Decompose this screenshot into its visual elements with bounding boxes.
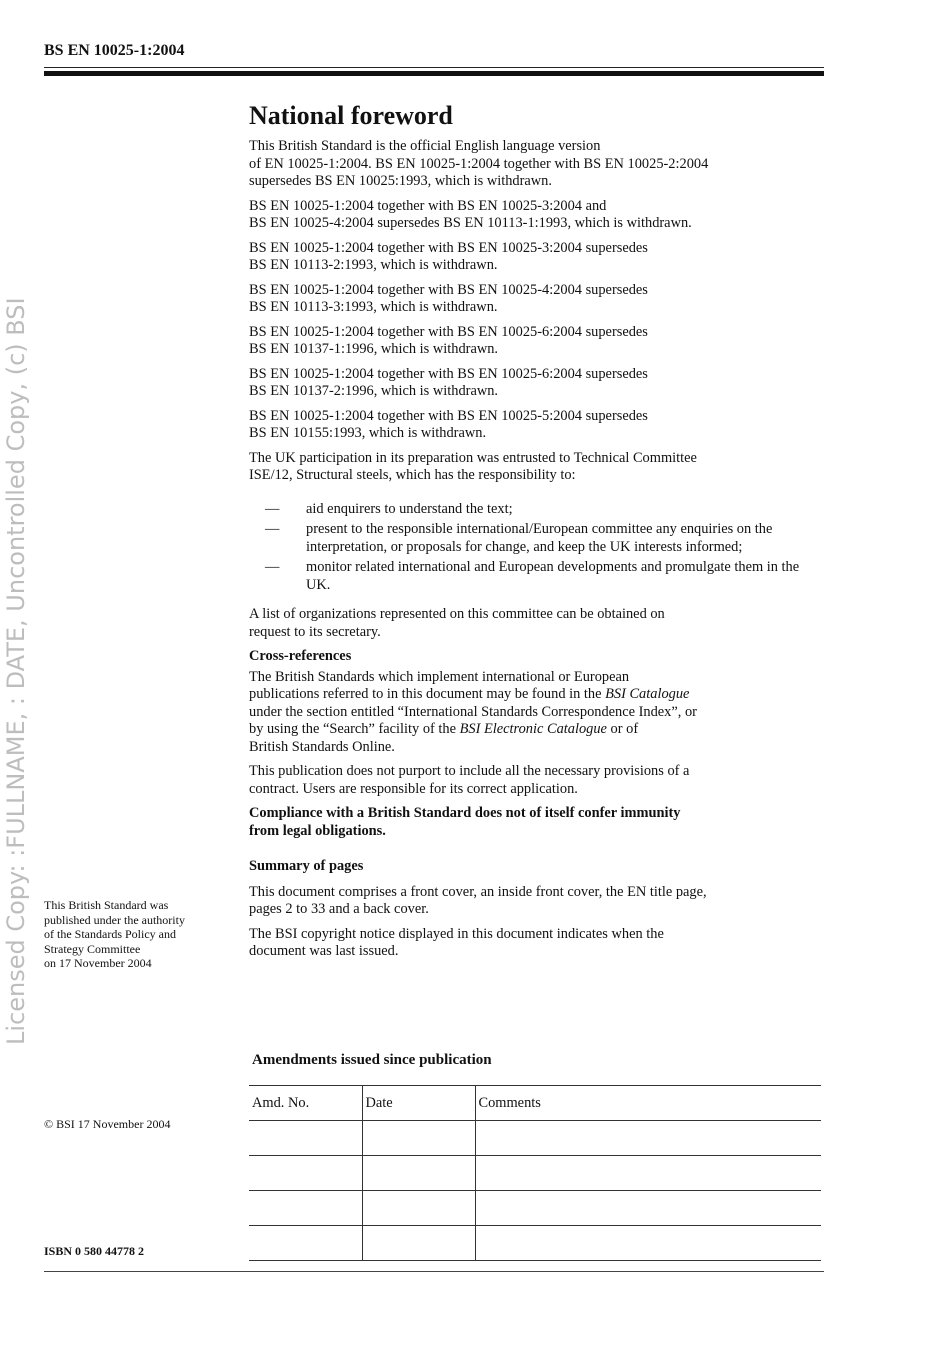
table-cell <box>475 1156 821 1191</box>
header-rule-thick <box>44 71 824 76</box>
column-header-comments: Comments <box>475 1086 821 1121</box>
table-cell <box>249 1226 362 1261</box>
isbn: ISBN 0 580 44778 2 <box>44 1244 145 1258</box>
copyright-line: © BSI 17 November 2004 <box>44 1117 171 1131</box>
paragraph: The UK participation in its preparation was entrusted to Technical Committee ISE/12, Structural steels, which has the responsibility to: <box>249 449 697 483</box>
page-title: National foreword <box>249 101 453 130</box>
summary-paragraph: This document comprises a front cover, an inside front cover, the EN title page, pages 2 to 33 and a back cover. <box>249 883 707 917</box>
cross-references-heading: Cross-references <box>249 648 352 664</box>
table-row <box>249 1121 821 1156</box>
compliance-statement: Compliance with a British Standard does not of itself confer immunity from legal obligations. <box>249 805 681 839</box>
watermark: Licensed Copy: :FULLNAME, : DATE, Uncontrolled Copy, (c) BSI <box>2 297 30 1045</box>
list-item <box>249 521 824 556</box>
amendments-table <box>249 1085 821 1261</box>
list-item-text: monitor related international and European developments and promulgate them in the UK. <box>306 559 800 593</box>
table-cell <box>362 1121 475 1156</box>
table-cell <box>475 1121 821 1156</box>
footer-rule <box>44 1271 824 1272</box>
dash-marker: — <box>265 559 280 575</box>
cross-ref-text-2: under the section entitled “International Standards Correspondence Index”, or by using the “Search” facility of the <box>249 703 697 737</box>
table-cell <box>249 1156 362 1191</box>
list-item <box>249 559 824 594</box>
table-cell <box>362 1191 475 1226</box>
paragraph: BS EN 10025-1:2004 together with BS EN 10025-4:2004 supersedes BS EN 10113-3:1993, which is withdrawn. <box>249 281 648 315</box>
paragraph: BS EN 10025-1:2004 together with BS EN 10025-6:2004 supersedes BS EN 10137-2:1996, which is withdrawn. <box>249 365 648 399</box>
copyright-note-paragraph: The BSI copyright notice displayed in this document indicates when the document was last issued. <box>249 925 664 959</box>
table-row <box>249 1191 821 1226</box>
paragraph: BS EN 10025-1:2004 together with BS EN 10025-3:2004 and BS EN 10025-4:2004 supersedes BS EN 10113-1:1993, which is withdrawn. <box>249 197 692 231</box>
bsi-catalogue-title: BSI Catalogue <box>605 686 690 702</box>
table-row <box>249 1156 821 1191</box>
table-cell <box>362 1156 475 1191</box>
summary-heading: Summary of pages <box>249 858 364 874</box>
cross-ref-text-1: The British Standards which implement international or European publications referred to in this document may be found in the <box>249 668 630 702</box>
org-list-paragraph: A list of organizations represented on this committee can be obtained on request to its secretary. <box>249 606 665 640</box>
cross-references-paragraph <box>249 669 824 757</box>
list-item-text: present to the responsible international/European committee any enquiries on the interpretation, or proposals for change, and keep the UK interests informed; <box>306 521 773 555</box>
foreword-section <box>249 100 824 968</box>
cross-ref-text-3: or of British Standards Online. <box>249 721 639 755</box>
table-cell <box>249 1191 362 1226</box>
column-header-date: Date <box>362 1086 475 1121</box>
column-header-amd-no: Amd. No. <box>249 1086 362 1121</box>
publication-note: This British Standard was published under the authority of the Standards Policy and Strategy Committee on 17 November 2004 <box>44 898 185 970</box>
table-row <box>249 1226 821 1261</box>
purport-paragraph: This publication does not purport to include all the necessary provisions of a contract. Users are responsible for its correct application. <box>249 763 690 797</box>
responsibility-list <box>249 501 824 595</box>
paragraph: BS EN 10025-1:2004 together with BS EN 10025-5:2004 supersedes BS EN 10155:1993, which is withdrawn. <box>249 407 648 441</box>
document-code: BS EN 10025-1:2004 <box>44 42 185 59</box>
header-rule-thin <box>44 67 824 68</box>
paragraph: This British Standard is the official English language version of EN 10025-1:2004. BS EN 10025-1:2004 together with BS EN 10025-2:2004 supersedes BS EN 10025:1993, which is withdrawn. <box>249 138 709 189</box>
list-item <box>249 501 824 519</box>
dash-marker: — <box>265 500 280 517</box>
table-cell <box>249 1121 362 1156</box>
amendments-heading: Amendments issued since publication <box>252 1052 492 1068</box>
table-cell <box>475 1226 821 1261</box>
table-cell <box>362 1226 475 1261</box>
bsi-electronic-catalogue-title: BSI Electronic Catalogue <box>459 721 607 737</box>
dash-marker: — <box>265 521 280 537</box>
table-cell <box>475 1191 821 1226</box>
paragraph: BS EN 10025-1:2004 together with BS EN 10025-3:2004 supersedes BS EN 10113-2:1993, which is withdrawn. <box>249 239 648 273</box>
list-item-text: aid enquirers to understand the text; <box>306 500 513 517</box>
paragraph: BS EN 10025-1:2004 together with BS EN 10025-6:2004 supersedes BS EN 10137-1:1996, which is withdrawn. <box>249 323 648 357</box>
table-header-row <box>249 1086 821 1121</box>
